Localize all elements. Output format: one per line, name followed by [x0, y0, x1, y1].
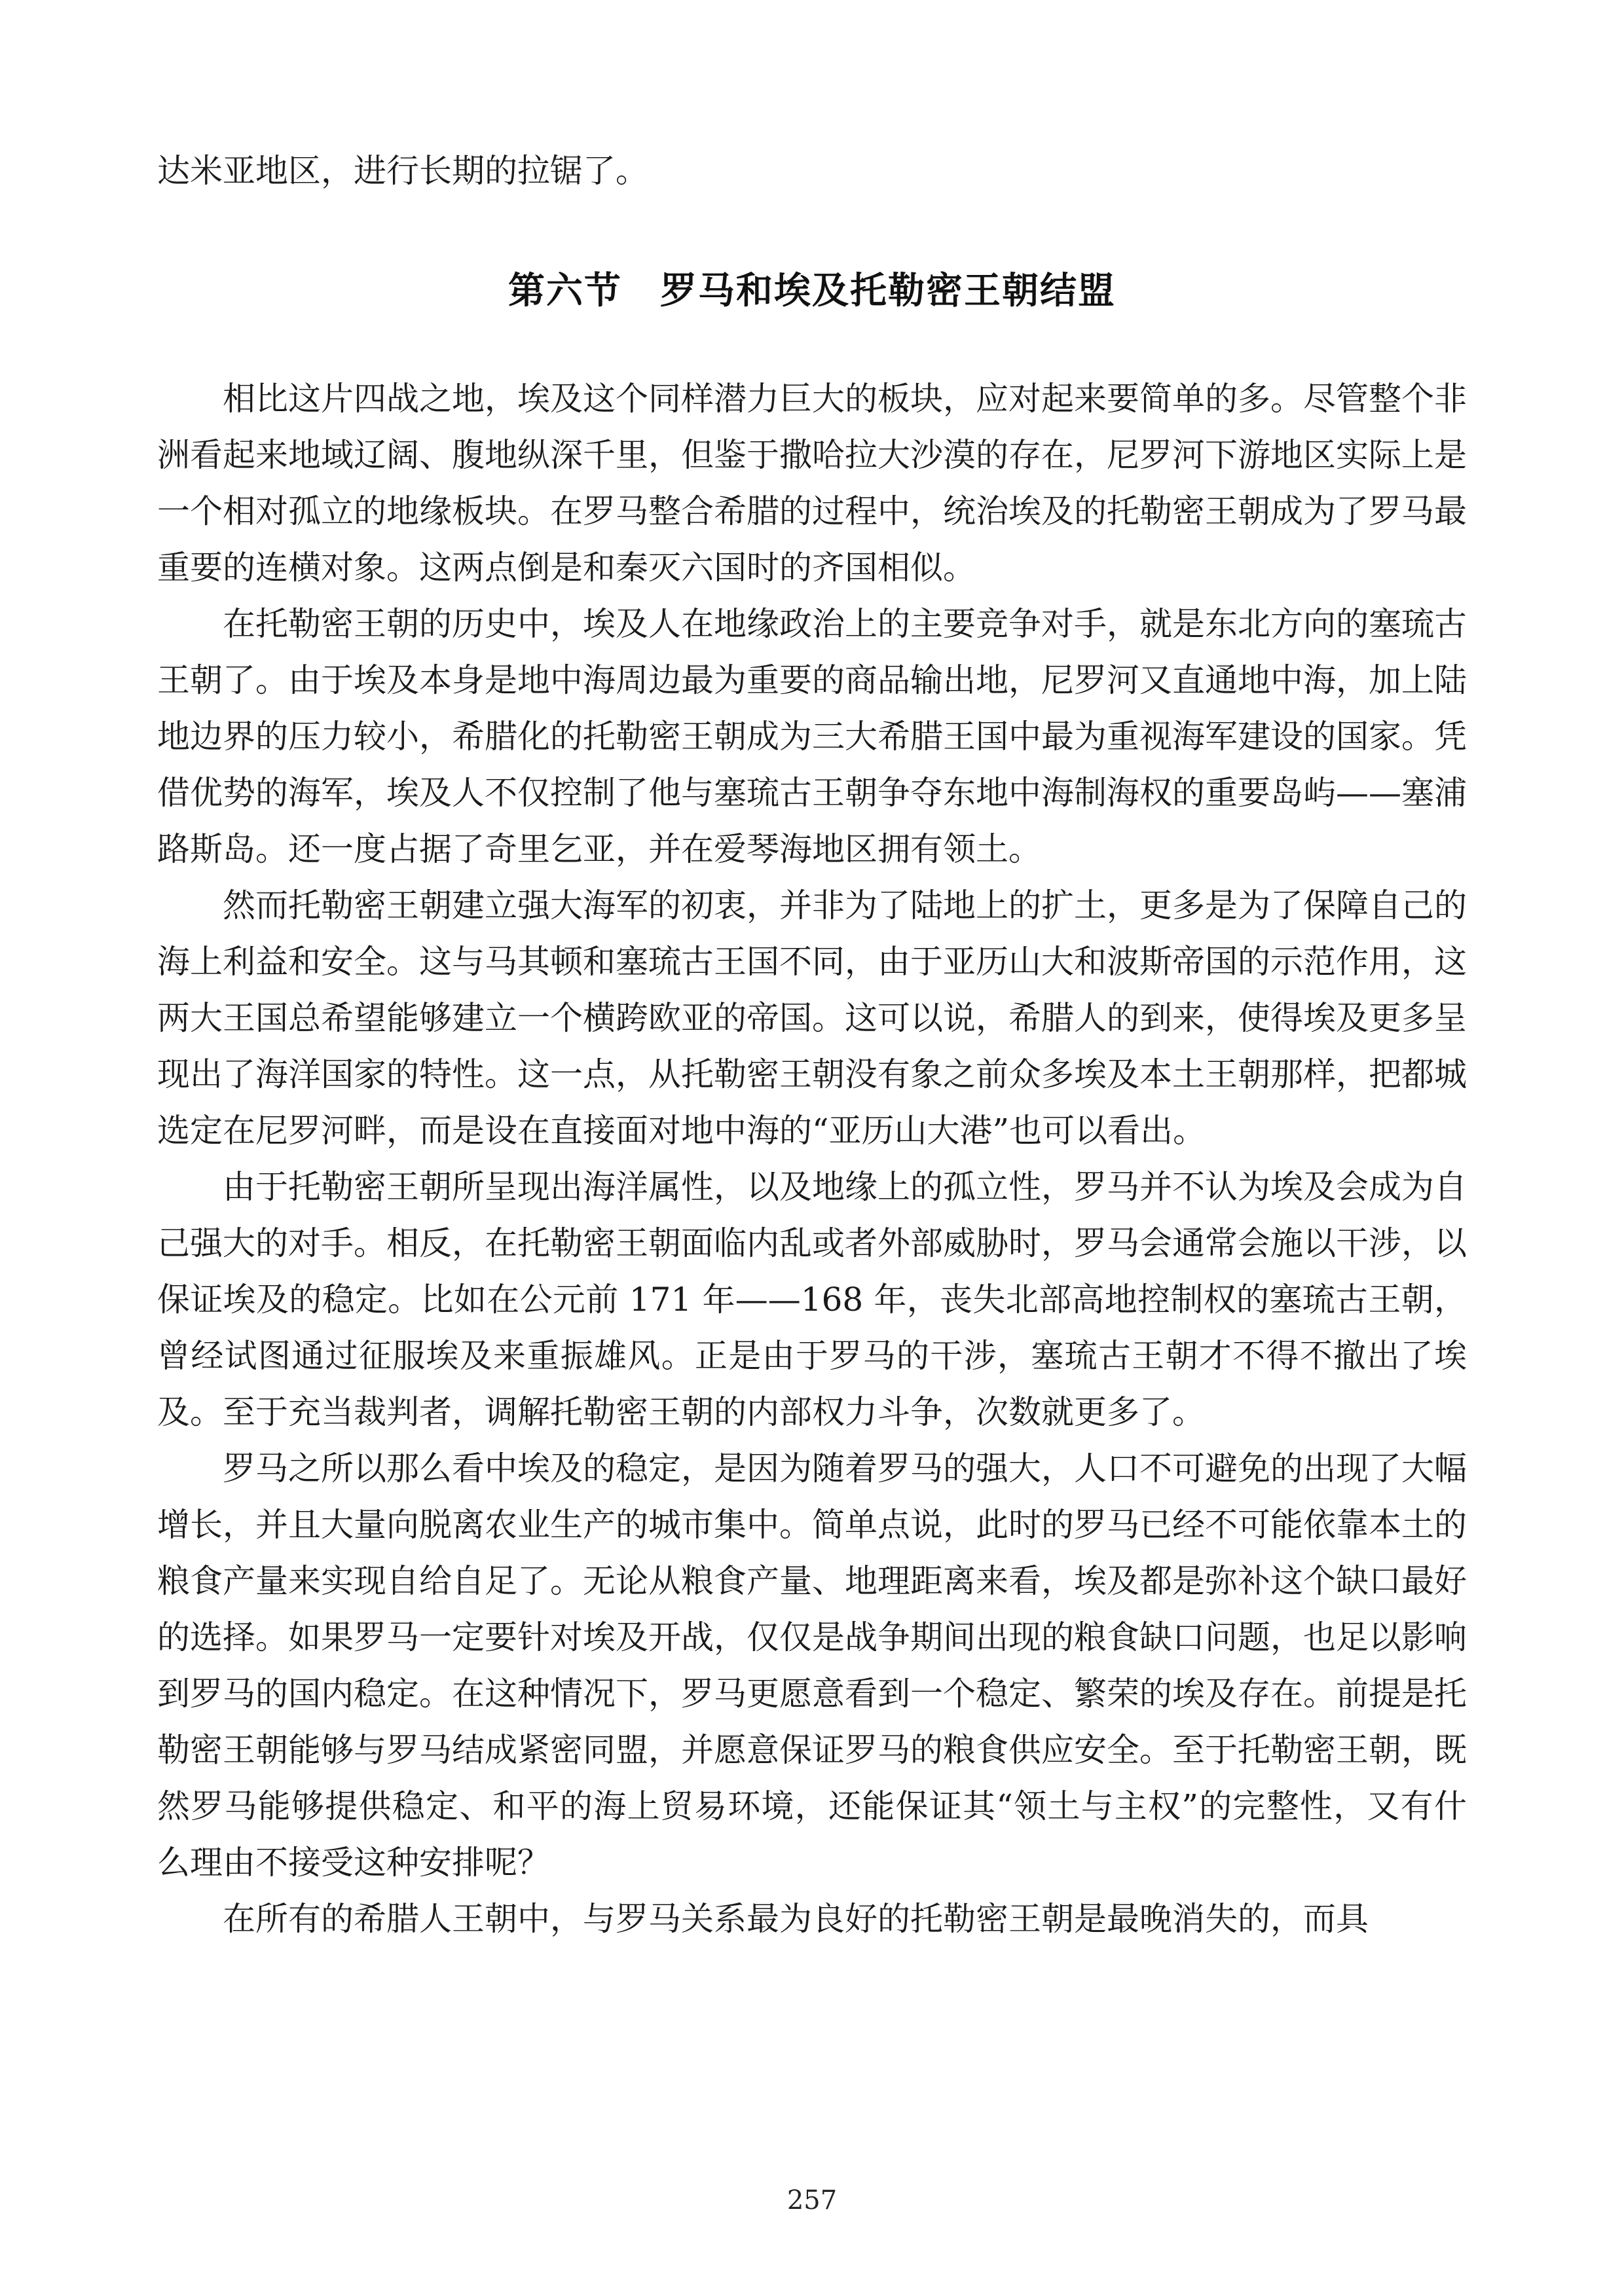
section-body: [157, 371, 1467, 1947]
paragraph-1: 相比这片四战之地，埃及这个同样潜力巨大的板块，应对起来要简单的多。尽管整个非洲看起来地域辽阔、腹地纵深千里，但鉴于撒哈拉大沙漠的存在，尼罗河下游地区实际上是一个相对孤立的地缘板块。在罗马整合希腊的过程中，统治埃及的托勒密王朝成为了罗马最重要的连横对象。这两点倒是和秦灭六国时的齐国相似。: [157, 380, 1467, 587]
paragraph-4: 由于托勒密王朝所呈现出海洋属性，以及地缘上的孤立性，罗马并不认为埃及会成为自己强大的对手。相反，在托勒密王朝面临内乱或者外部威胁时，罗马会通常会施以干涉，以保证埃及的稳定。比如在公元前 171 年——168 年，丧失北部高地控制权的塞琉古王朝，曾经试图通过征服埃及来重振雄风。正是由于罗马的干涉，塞琉古王朝才不得不撤出了埃及。至于充当裁判者，调解托勒密王朝的内部权力斗争，次数就更多了。: [157, 1168, 1467, 1431]
paragraph-5: 罗马之所以那么看中埃及的稳定，是因为随着罗马的强大，人口不可避免的出现了大幅增长，并且大量向脱离农业生产的城市集中。简单点说，此时的罗马已经不可能依靠本土的粮食产量来实现自给自足了。无论从粮食产量、地理距离来看，埃及都是弥补这个缺口最好的选择。如果罗马一定要针对埃及开战，仅仅是战争期间出现的粮食缺口问题，也足以影响到罗马的国内稳定。在这种情况下，罗马更愿意看到一个稳定、繁荣的埃及存在。前提是托勒密王朝能够与罗马结成紧密同盟，并愿意保证罗马的粮食供应安全。至于托勒密王朝，既然罗马能够提供稳定、和平的海上贸易环境，还能保证其“领土与主权”的完整性，又有什么理由不接受这种安排呢？: [157, 1449, 1467, 1882]
continued-paragraph: 达米亚地区，进行长期的拉锯了。: [157, 152, 648, 190]
page-number: 257: [786, 2185, 838, 2215]
paragraph-2: 在托勒密王朝的历史中，埃及人在地缘政治上的主要竞争对手，就是东北方向的塞琉古王朝了。由于埃及本身是地中海周边最为重要的商品输出地，尼罗河又直通地中海，加上陆地边界的压力较小，希腊化的托勒密王朝成为三大希腊王国中最为重视海军建设的国家。凭借优势的海军，埃及人不仅控制了他与塞琉古王朝争夺东地中海制海权的重要岛屿——塞浦路斯岛。还一度占据了奇里乞亚，并在爱琴海地区拥有领土。: [157, 605, 1467, 868]
paragraph-3: 然而托勒密王朝建立强大海军的初衷，并非为了陆地上的扩土，更多是为了保障自己的海上利益和安全。这与马其顿和塞琉古王国不同，由于亚历山大和波斯帝国的示范作用，这两大王国总希望能够建立一个横跨欧亚的帝国。这可以说，希腊人的到来，使得埃及更多呈现出了海洋国家的特性。这一点，从托勒密王朝没有象之前众多埃及本土王朝那样，把都城选定在尼罗河畔，而是设在直接面对地中海的“亚历山大港”也可以看出。: [157, 886, 1467, 1150]
section-title: 第六节 罗马和埃及托勒密王朝结盟: [508, 270, 1116, 312]
paragraph-6: 在所有的希腊人王朝中，与罗马关系最为良好的托勒密王朝是最晚消失的，而具: [223, 1900, 1369, 1938]
